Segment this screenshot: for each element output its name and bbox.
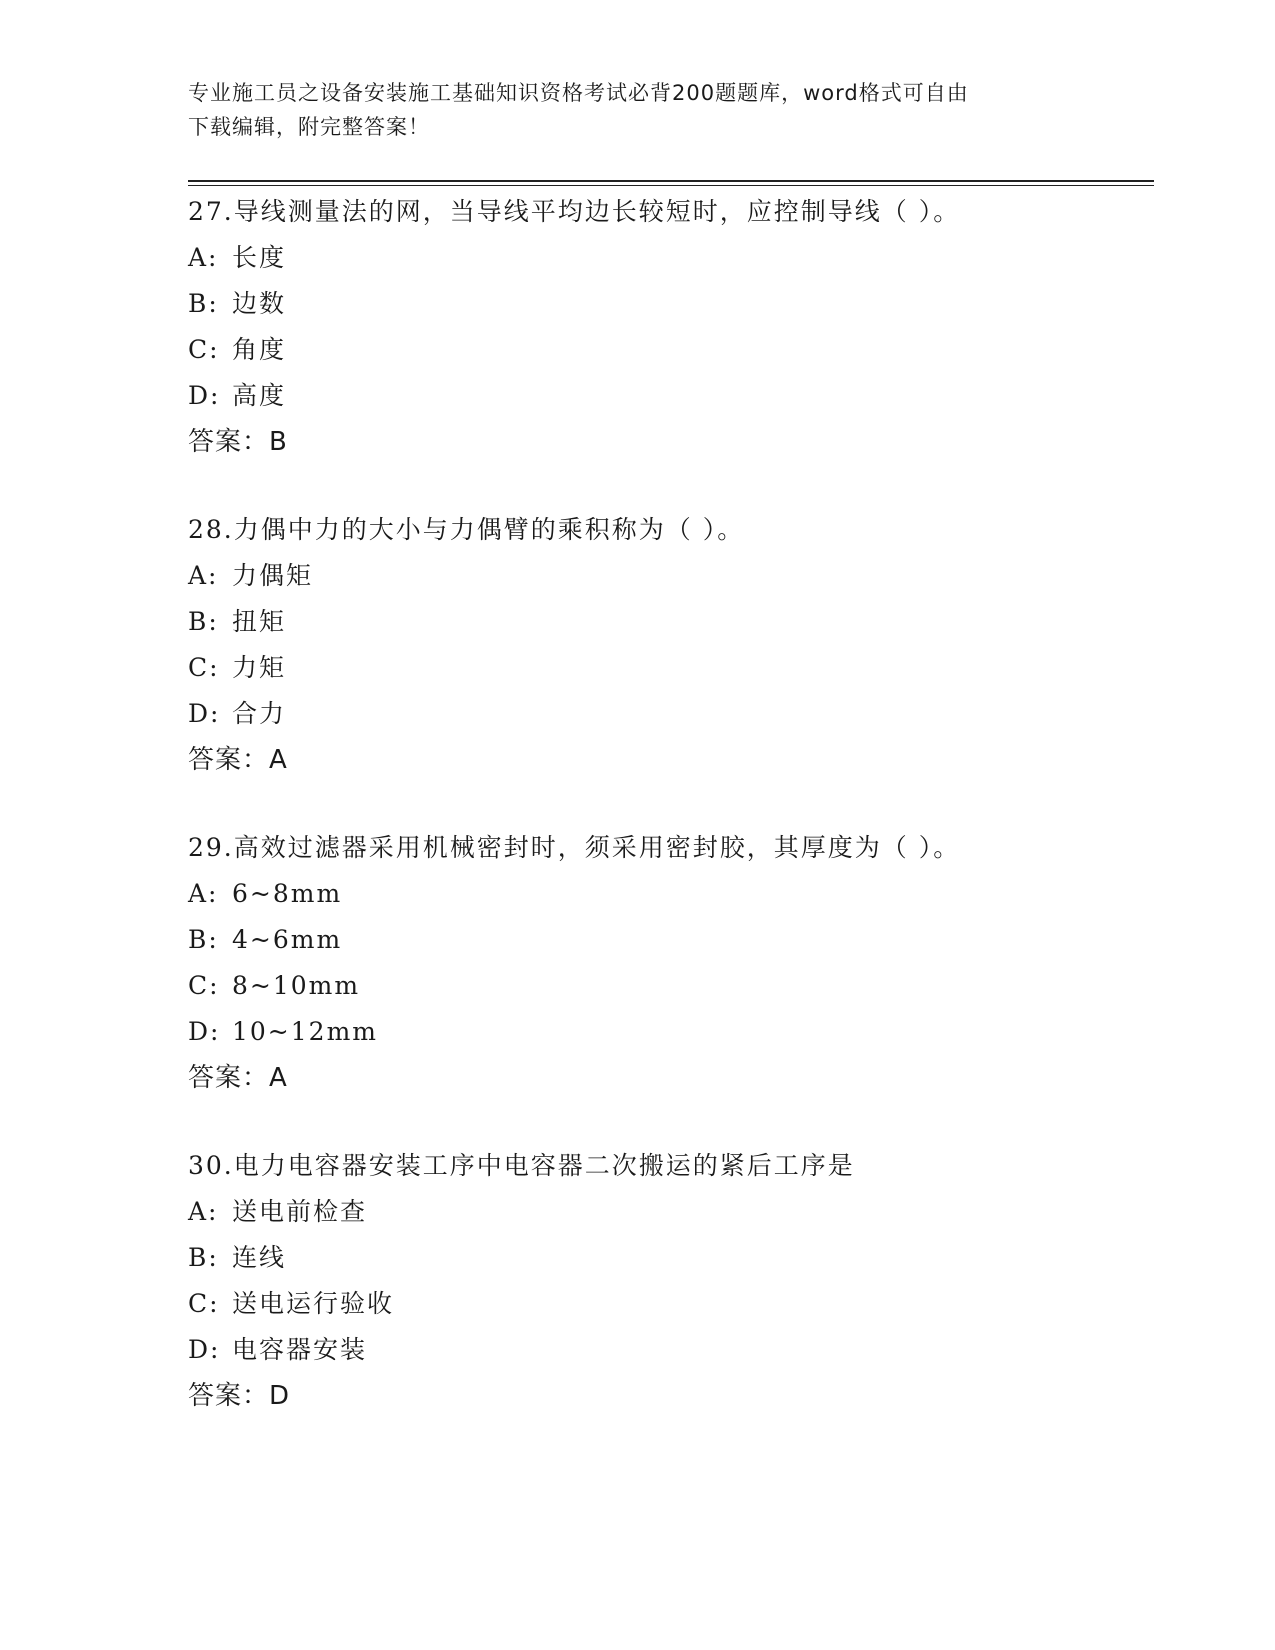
question-stem: 28.力偶中力的大小与力偶臂的乘积称为（ ）。 (188, 515, 745, 544)
question-27 (188, 189, 1148, 465)
option-key: C: (188, 971, 220, 1000)
option-b (188, 1235, 1148, 1281)
option-key: B: (188, 607, 219, 636)
option-text: 长度 (232, 243, 287, 272)
option-key: D: (188, 1017, 221, 1046)
option-a (188, 553, 1148, 599)
option-a (188, 871, 1148, 917)
option-key: D: (188, 699, 221, 728)
option-text: 合力 (232, 699, 287, 728)
option-text: 角度 (232, 335, 287, 364)
answer-line: 答案：A (188, 1063, 288, 1093)
option-key: D: (188, 1335, 221, 1364)
question-stem: 27.导线测量法的网，当导线平均边长较短时，应控制导线（ ）。 (188, 197, 961, 226)
option-key: A: (188, 243, 219, 272)
option-d (188, 373, 1148, 419)
option-text: 边数 (232, 289, 287, 318)
answer-line: 答案：A (188, 745, 288, 775)
option-text: 8~10mm (232, 971, 361, 1000)
option-key: A: (188, 879, 219, 908)
option-text: 4~6mm (232, 925, 343, 954)
option-d (188, 1009, 1148, 1055)
option-text: 送电运行验收 (232, 1289, 395, 1318)
option-text: 送电前检查 (232, 1197, 368, 1226)
option-text: 电容器安装 (232, 1335, 368, 1364)
answer-line: 答案：B (188, 427, 288, 457)
header-divider-thick (188, 180, 1154, 182)
option-text: 力偶矩 (232, 561, 314, 590)
option-b (188, 281, 1148, 327)
option-key: C: (188, 335, 220, 364)
option-text: 10~12mm (232, 1017, 378, 1046)
question-28 (188, 507, 1148, 783)
option-text: 6~8mm (232, 879, 343, 908)
option-key: B: (188, 1243, 219, 1272)
document-header (188, 76, 1088, 144)
option-d (188, 1327, 1148, 1373)
option-key: C: (188, 1289, 220, 1318)
question-stem: 29.高效过滤器采用机械密封时，须采用密封胶，其厚度为（ ）。 (188, 833, 961, 862)
option-key: C: (188, 653, 220, 682)
option-text: 高度 (232, 381, 287, 410)
option-c (188, 1281, 1148, 1327)
header-line-1: 专业施工员之设备安装施工基础知识资格考试必背200题题库，word格式可自由 (188, 81, 969, 105)
option-text: 连线 (232, 1243, 287, 1272)
option-b (188, 599, 1148, 645)
answer-line: 答案：D (188, 1381, 291, 1411)
question-29 (188, 825, 1148, 1101)
option-key: B: (188, 289, 219, 318)
option-c (188, 327, 1148, 373)
question-list (188, 189, 1148, 1461)
option-b (188, 917, 1148, 963)
option-a (188, 1189, 1148, 1235)
question-stem: 30.电力电容器安装工序中电容器二次搬运的紧后工序是 (188, 1151, 855, 1180)
option-a (188, 235, 1148, 281)
option-key: A: (188, 561, 219, 590)
option-c (188, 645, 1148, 691)
option-key: D: (188, 381, 221, 410)
question-30 (188, 1143, 1148, 1419)
option-c (188, 963, 1148, 1009)
option-text: 扭矩 (232, 607, 287, 636)
option-key: A: (188, 1197, 219, 1226)
option-text: 力矩 (232, 653, 287, 682)
header-line-2: 下载编辑，附完整答案！ (188, 115, 430, 139)
option-key: B: (188, 925, 219, 954)
option-d (188, 691, 1148, 737)
header-divider-thin (188, 185, 1154, 186)
